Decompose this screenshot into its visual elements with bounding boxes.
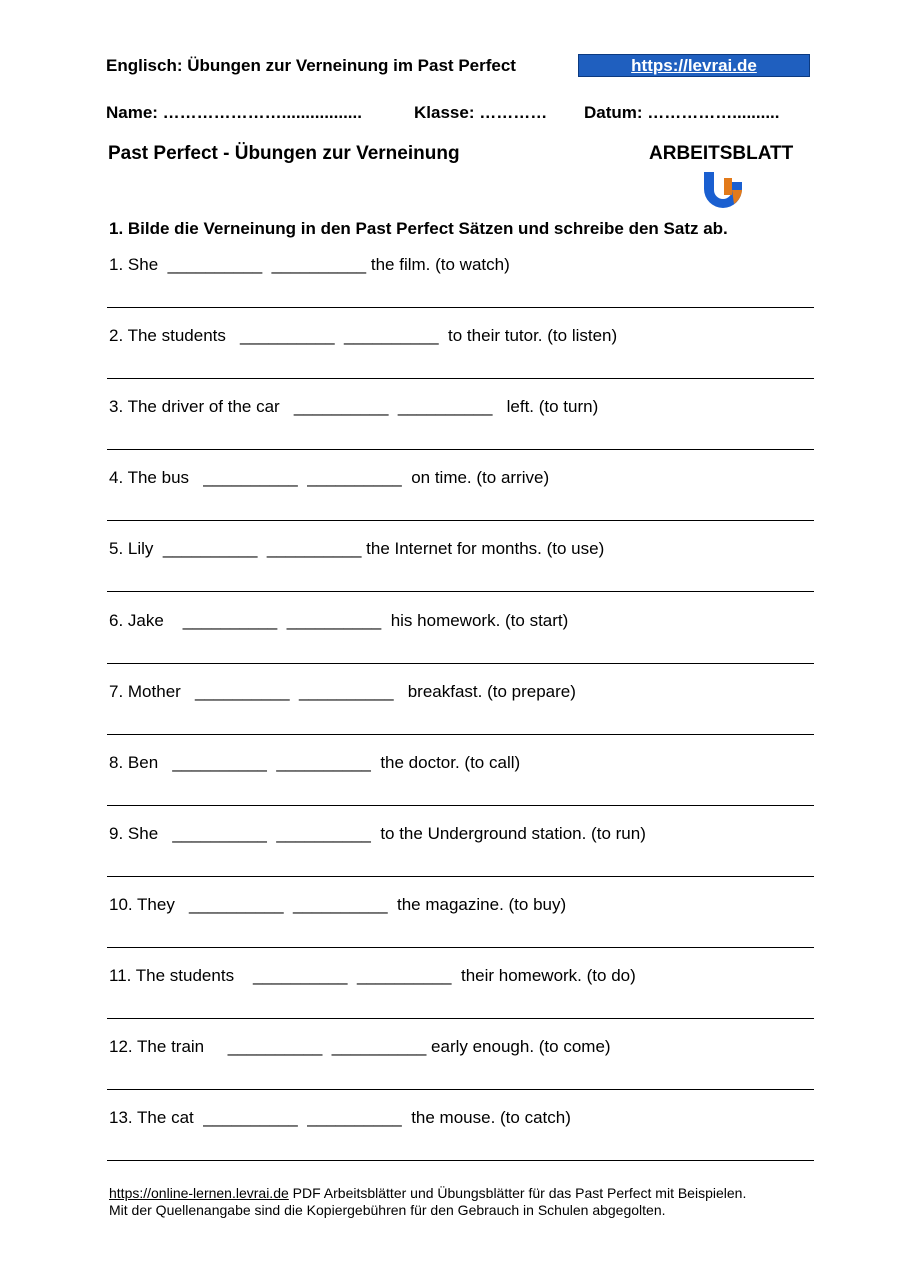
- footer: [109, 1185, 746, 1219]
- answer-line[interactable]: [107, 378, 814, 379]
- question-item: [109, 397, 598, 417]
- question-item: [109, 539, 604, 559]
- question-hint: the Internet for months. (to use): [366, 539, 605, 559]
- question-item: [109, 824, 646, 844]
- question-item: [109, 966, 636, 986]
- question-subject: 10. They: [109, 894, 175, 914]
- question-hint: their homework. (to do): [460, 966, 636, 985]
- question-subject: 8. Ben: [109, 752, 159, 772]
- question-blanks[interactable]: __________ __________: [189, 468, 412, 488]
- question-hint: the mouse. (to catch): [411, 1108, 571, 1128]
- question-blanks[interactable]: __________ __________: [279, 397, 507, 417]
- name-field: Name: ………………….................: [106, 103, 362, 122]
- question-subject: 11. The students: [109, 966, 235, 985]
- question-hint: on time. (to arrive): [411, 468, 550, 488]
- footer-line-1: [109, 1185, 746, 1202]
- question-subject: 6. Jake: [109, 610, 164, 630]
- answer-line[interactable]: [107, 876, 814, 877]
- question-item: [109, 1108, 571, 1128]
- klasse-field: Klasse: …………: [414, 103, 548, 122]
- question-hint: the film. (to watch): [370, 255, 510, 274]
- question-subject: 4. The bus: [109, 468, 190, 488]
- answer-line[interactable]: [107, 1160, 814, 1161]
- question-blanks[interactable]: __________ __________: [158, 752, 381, 772]
- question-blanks[interactable]: __________ __________: [163, 610, 391, 630]
- worksheet-title: Past Perfect - Übungen zur Verneinung: [108, 143, 460, 164]
- footer-line-2: Mit der Quellenangabe sind die Kopiergebühren für den Gebrauch in Schulen abgegolten.: [109, 1202, 666, 1218]
- question-blanks[interactable]: __________ __________: [158, 255, 371, 274]
- datum-field: Datum: ……………..........: [584, 103, 780, 122]
- answer-line[interactable]: [107, 307, 814, 308]
- answer-line[interactable]: [107, 663, 814, 664]
- question-blanks[interactable]: __________ __________: [234, 966, 461, 985]
- question-subject: 13. The cat: [109, 1108, 194, 1128]
- answer-line[interactable]: [107, 947, 814, 948]
- question-subject: 9. She: [109, 823, 159, 843]
- question-subject: 7. Mother: [109, 681, 181, 701]
- answer-line[interactable]: [107, 591, 814, 592]
- header-link-box[interactable]: [578, 54, 810, 77]
- question-hint: to their tutor. (to listen): [448, 326, 618, 346]
- question-hint: left. (to turn): [506, 397, 599, 417]
- worksheet-badge: ARBEITSBLATT: [649, 143, 794, 164]
- footer-text: PDF Arbeitsblätter und Übungsblätter für das Past Perfect mit Beispielen.: [288, 1185, 747, 1201]
- instruction: 1. Bilde die Verneinung in den Past Perfect Sätzen und schreibe den Satz ab.: [109, 219, 728, 238]
- question-blanks[interactable]: __________ __________: [180, 681, 408, 701]
- answer-line[interactable]: [107, 805, 814, 806]
- question-blanks[interactable]: __________ __________: [174, 894, 397, 914]
- answer-line[interactable]: [107, 734, 814, 735]
- header-link[interactable]: https://levrai.de: [631, 56, 757, 75]
- question-hint: the doctor. (to call): [380, 752, 521, 772]
- question-subject: 12. The train: [109, 1037, 205, 1057]
- question-item: [109, 753, 520, 773]
- answer-line[interactable]: [107, 1089, 814, 1090]
- question-hint: the magazine. (to buy): [397, 894, 567, 914]
- answer-line[interactable]: [107, 520, 814, 521]
- question-hint: early enough. (to come): [431, 1037, 611, 1057]
- levrai-logo-icon: [700, 168, 746, 210]
- question-hint: to the Underground station. (to run): [380, 823, 646, 843]
- question-blanks[interactable]: __________ __________: [158, 823, 381, 843]
- question-blanks[interactable]: __________ __________: [225, 326, 449, 346]
- answer-line[interactable]: [107, 449, 814, 450]
- answer-line[interactable]: [107, 1018, 814, 1019]
- question-item: [109, 1037, 611, 1057]
- footer-link[interactable]: https://online-lernen.levrai.de: [109, 1185, 289, 1201]
- question-blanks[interactable]: __________ __________: [153, 539, 367, 559]
- question-subject: 2. The students: [109, 326, 226, 346]
- question-item: [109, 895, 566, 915]
- question-subject: 1. She: [109, 255, 159, 274]
- question-blanks[interactable]: __________ __________: [193, 1108, 412, 1128]
- question-hint: his homework. (to start): [390, 610, 569, 630]
- question-item: [109, 682, 576, 702]
- question-subject: 3. The driver of the car: [109, 397, 280, 417]
- question-item: [109, 611, 568, 631]
- question-item: [109, 468, 549, 488]
- question-hint: breakfast. (to prepare): [407, 681, 576, 701]
- question-item: [109, 326, 617, 346]
- header-title: Englisch: Übungen zur Verneinung im Past Perfect: [106, 56, 516, 75]
- question-blanks[interactable]: __________ __________: [204, 1037, 432, 1057]
- question-item: [109, 255, 510, 275]
- question-subject: 5. Lily: [109, 539, 154, 559]
